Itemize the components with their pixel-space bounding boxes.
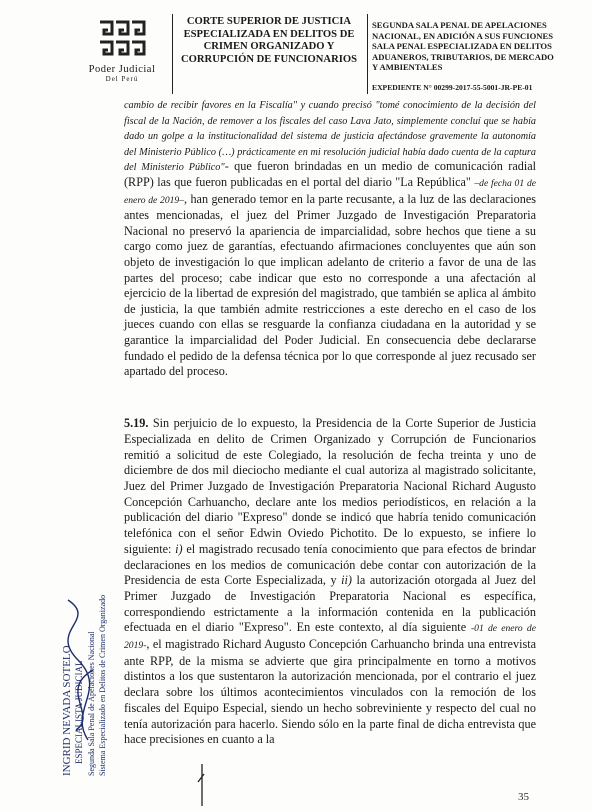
court-name: CORTE SUPERIOR DE JUSTICIA ESPECIALIZADA EN DELITOS DE CRIMEN ORGANIZADO Y CORRUPCIÓN DE FUNCIONARIOS — [181, 16, 357, 65]
date-note: –de fecha 01 de enero de 2019– — [124, 177, 536, 206]
stamp-name: INGRID NEVADA SOTELO — [61, 645, 73, 776]
logo-title: Poder Judicial — [88, 64, 156, 75]
header-divider — [367, 14, 368, 94]
signature-stamp — [48, 540, 140, 780]
paragraph-text: , han generado temor en la parte recusante, a la luz de las declaraciones antes mencionadas, el juez del Primer Juzgado de Investigación Preparatoria Nacional no preservó la apariencia de imparcialidad, sobre hechos que tiene a su cargo como juez de garantías, efectuando afirmaciones concluyentes que aún son objeto de investigación lo que implican adelanto de criterio a favor de una de las partes del proceso; cabe indicar que esto no corresponde a una afectación al ejercicio de la libertad de expresión del magistrado, que también se aplica al ámbito de justicia, la que también admite restricciones a este derecho en el caso de los jueces cuando con ellas se resguarde la confianza ciudadana en la autoridad y se garantice la imparcialidad del Poder Judicial. En consecuencia debe declararse fundado el pedido de la defensa técnica por lo que corresponde al juez recusado ser apartado del proceso. — [124, 191, 536, 379]
quoted-statement: cambio de recibir favores en la Fiscalía" y cuando precisó "tomé conocimiento de la decisión del fiscal de la Nación, de remover a los fiscales del caso Lava Jato, simplemente concluí que se había dado un golpe a la institucionalidad del sistema de justicia afectándose gravemente la autonomía del Ministerio Público (…) prácticamente en mi resolución judicial había dado cuenta de la captura del Ministerio Público" — [124, 100, 536, 174]
case-number: EXPEDIENTE N° 00299-2017-55-5001-JR-PE-01 — [372, 83, 533, 92]
poder-judicial-logo — [74, 14, 170, 98]
page-number: 35 — [518, 791, 529, 803]
paragraph-text: el magistrado recusado tenía conocimiento que para efectos de brindar declaraciones en los medios de comunicación debe contar con autorización de la Presidencia de esta Corte Especializada, y — [124, 541, 536, 588]
paragraph-number: 5.19. — [124, 416, 149, 431]
paragraph-text: la autorización otorgada al Juez del Primer Juzgado de Investigación Preparatoria Nacional es específica, correspondiendo estrictamente a la información contenida en la publicación efectuada en el diario "Expreso". En este contexto, al día siguiente — [124, 573, 536, 635]
stamp-role: ESPECIALISTA JUDICIAL — [74, 660, 84, 764]
logo-subtitle: Del Perú — [105, 75, 139, 83]
stamp-system: Sistema Especializado en Delitos de Crimen Organizado — [98, 594, 107, 776]
list-marker: i) — [175, 541, 183, 556]
header-divider — [172, 14, 173, 94]
paragraph-text: , el magistrado Richard Augusto Concepción Carhuancho brinda una entrevista ante RPP, de la misma se advierte que gira principalmente en torno a motivos distintos a los que sustentaron la autorización mencionada, por el contrario el juez declara sobre los últimos acontecimientos vinculados con la remoción de los fiscales del Equipo Especial, siendo un hecho sobreviniente y respecto del cual no tenía autorización para hacerlo. Siendo sólo en la parte final de dicha entrevista que hace precisiones en cuanto a la — [124, 637, 536, 747]
list-marker: ii) — [341, 573, 352, 588]
paragraph-continuation — [124, 97, 536, 380]
paragraph-text: Sin perjuicio de lo expuesto, la Presidencia de la Corte Superior de Justicia Especializada en delito de Crimen Organizado y Corrupción de Funcionarios remitió a solicitud de este Colegiado, la resolución de fecha treinta y uno de diciembre de dos mil dieciocho mediante el cual autoriza al magistrado solicitante, Juez del Primer Juzgado de Investigación Preparatoria Nacional Richard Augusto Concepción Carhuancho, declare ante los medios periodísticos, en relación a la publicación del diario "Expreso" donde se indicó que habría tenido comunicación telefónica con el señor Edwin Oviedo Pichotito. De lo expuesto, se infiere lo siguiente: — [124, 416, 536, 556]
paragraph-text: - que fueron brindadas en un medio de comunicación radial (RPP) las que fueron publicadas en el portal del diario "La República" — [124, 159, 536, 189]
paragraph-5-19 — [124, 404, 536, 760]
stamp-chamber: Segunda Sala Penal de Apelaciones Nacional — [87, 631, 96, 776]
chamber-name: SEGUNDA SALA PENAL DE APELACIONES NACIONAL, EN ADICIÓN A SUS FUNCIONES SALA PENAL ESPECIALIZADA EN DELITOS ADUANEROS, TRIBUTARIOS, DE MERCADO Y AMBIENTALES — [372, 20, 554, 73]
poder-judicial-emblem-icon — [96, 18, 148, 60]
date-note: -01 de enero de 2019- — [124, 623, 536, 652]
ink-mark — [196, 762, 208, 808]
